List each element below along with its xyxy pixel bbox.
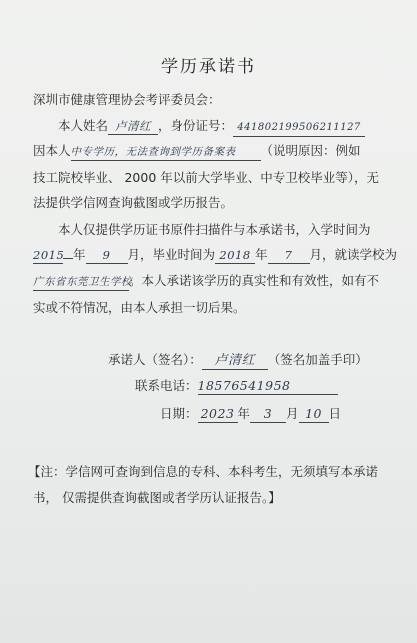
paragraph2-line4: 实或不符情况，由本人承担一切后果。	[33, 300, 246, 315]
grad-month-field	[268, 247, 310, 264]
signer-field	[202, 352, 268, 370]
date-month-field	[250, 406, 286, 423]
date-label: 日期：	[160, 406, 198, 421]
id-label: ，身份证号：	[158, 118, 234, 133]
enroll-month-field	[86, 247, 128, 264]
paragraph2-line2	[33, 247, 397, 264]
signature-note: （签名加盖手印）	[267, 352, 368, 367]
grad-year: 2018	[219, 248, 251, 262]
reason-value: 中专学历，无法查询到学历备案表	[70, 146, 236, 158]
date-line	[160, 406, 341, 423]
phone-field	[198, 378, 338, 395]
name-field	[108, 118, 158, 135]
paragraph1-line3: 技工院校毕业、 2000 年以前大学毕业、中专卫校毕业等），无	[33, 170, 380, 185]
addressee: 深圳市健康管理协会考评委员会：	[33, 92, 221, 107]
enroll-year: 2015	[33, 248, 65, 262]
school-suffix: 。本人承诺该学历的真实性和有效性，如有不	[129, 273, 380, 288]
enroll-month-label: 月，毕业时间为	[127, 247, 216, 262]
date-year-field	[198, 406, 238, 423]
school-field	[33, 273, 132, 291]
paragraph2-line3	[33, 273, 379, 291]
reason-suffix: （说明原因：例如	[260, 143, 361, 158]
date-year-label: 年	[237, 406, 251, 421]
note-line2: 书， 仅需提供查询截图或者学历认证报告。】	[33, 490, 281, 505]
name-label: 本人姓名	[58, 118, 109, 133]
enroll-year-label: 年	[73, 247, 86, 262]
signer-value: 卢清红	[214, 353, 256, 368]
reason-prefix: 因本人	[33, 143, 71, 158]
school-value: 广东省东莞卫生学校	[33, 276, 132, 288]
signer-label: 承诺人（签名）：	[108, 352, 202, 367]
note-line1: 【注：学信网可查询到信息的专科、本科考生，无须填写本承诺	[28, 464, 379, 479]
paragraph1-line1	[58, 118, 365, 137]
enroll-month: 9	[102, 248, 111, 262]
document-title: 学历承诺书	[161, 57, 256, 77]
enroll-year-gap	[63, 258, 73, 259]
phone-line	[135, 378, 338, 395]
date-year: 2023	[200, 406, 235, 421]
date-day-field	[299, 406, 329, 423]
grad-month: 7	[284, 248, 293, 262]
date-month: 3	[263, 406, 273, 421]
date-day: 10	[305, 406, 322, 421]
id-field	[233, 118, 365, 137]
grad-year-label: 年	[255, 247, 268, 262]
paragraph2-line1: 本人仅提供学历证书原件扫描件与本承诺书，入学时间为	[58, 222, 371, 237]
date-month-label: 月	[286, 406, 299, 421]
name-value: 卢清红	[115, 119, 152, 133]
phone-value: 18576541958	[197, 378, 291, 393]
paragraph1-line4: 法提供学信网查询截图或学历报告。	[33, 195, 234, 210]
phone-label: 联系电话：	[135, 378, 198, 393]
signature-line	[108, 352, 368, 370]
grad-month-label: 月，就读学校为	[309, 247, 398, 262]
enroll-year-field	[33, 247, 63, 264]
grad-year-field	[215, 247, 255, 264]
paragraph1-line2	[33, 143, 361, 161]
reason-field	[71, 143, 261, 161]
id-value: 441802199506211127	[237, 122, 361, 133]
date-day-label: 日	[328, 406, 342, 421]
